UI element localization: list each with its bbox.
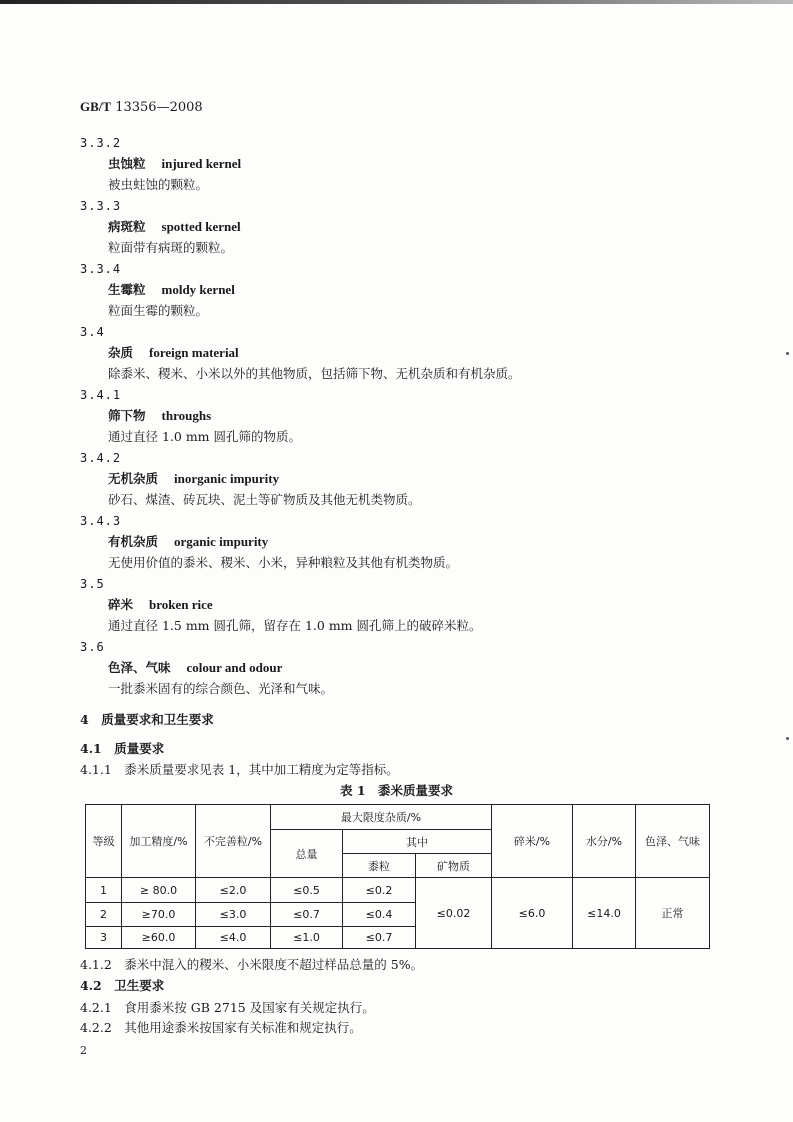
clause-4-1-1: 4.1.1 黍米质量要求见表 1，其中加工精度为定等指标。: [80, 762, 399, 777]
table-caption: 表 1 黍米质量要求: [339, 783, 454, 798]
term-definition: 粒面带有病斑的颗粒。: [108, 240, 234, 255]
term-zh: 有机杂质: [108, 534, 159, 549]
cell-grade: 1: [86, 878, 122, 903]
scan-speck: [786, 352, 789, 355]
term-definition: 一批黍米固有的综合颜色、光泽和气味。: [108, 681, 334, 696]
term-name: [108, 660, 282, 676]
term-en: throughs: [161, 408, 212, 423]
term-zh: 病斑粒: [108, 219, 146, 234]
th-colour: 色泽、气味: [636, 805, 710, 878]
term-definition: 被虫蛀蚀的颗粒。: [108, 177, 209, 192]
term-definition: 通过直径 1.5 mm 圆孔筛，留存在 1.0 mm 圆孔筛上的破碎米粒。: [108, 618, 482, 633]
th-impurity: 最大限度杂质/%: [271, 805, 492, 830]
th-precision: 加工精度/%: [122, 805, 196, 878]
cell-millet: ≤0.2: [343, 878, 416, 903]
cell-mineral: ≤0.02: [416, 878, 492, 949]
cell-total: ≤0.5: [271, 878, 343, 903]
quality-table: [85, 804, 710, 949]
cell-grade: 3: [86, 927, 122, 949]
cell-grade: 2: [86, 903, 122, 927]
term-name: [108, 471, 279, 487]
scan-edge: [0, 0, 793, 4]
term-name: [108, 597, 213, 613]
term-zh: 色泽、气味: [108, 660, 171, 675]
term-number: 3.4.2: [80, 451, 122, 465]
section-4-1-title: 4.1 质量要求: [80, 741, 165, 756]
term-definition: 除黍米、稷米、小米以外的其他物质，包括筛下物、无机杂质和有机杂质。: [108, 366, 521, 381]
term-zh: 碎米: [108, 597, 134, 612]
term-number: 3.3.4: [80, 262, 122, 276]
cell-moisture: ≤14.0: [573, 878, 636, 949]
cell-total: ≤0.7: [271, 903, 343, 927]
section-4-2-title: 4.2 卫生要求: [80, 978, 165, 993]
term-number: 3.3.2: [80, 136, 122, 150]
term-zh: 无机杂质: [108, 471, 159, 486]
th-moisture: 水分/%: [573, 805, 636, 878]
clause-4-1-2: 4.1.2 黍米中混入的稷米、小米限度不超过样品总量的 5%。: [80, 957, 424, 972]
cell-millet: ≤0.7: [343, 927, 416, 949]
term-zh: 杂质: [108, 345, 134, 360]
term-en: broken rice: [149, 597, 213, 612]
term-en: foreign material: [149, 345, 239, 360]
section-4-title: 4 质量要求和卫生要求: [80, 712, 214, 727]
clause-4-2-1: 4.2.1 食用黍米按 GB 2715 及国家有关规定执行。: [80, 1000, 375, 1015]
term-zh: 筛下物: [108, 408, 146, 423]
term-en: colour and odour: [186, 660, 283, 675]
th-grade: 等级: [86, 805, 122, 878]
cell-precision: ≥ 80.0: [122, 878, 196, 903]
cell-imperfect: ≤3.0: [196, 903, 271, 927]
cell-imperfect: ≤2.0: [196, 878, 271, 903]
cell-precision: ≥60.0: [122, 927, 196, 949]
term-number: 3.4.3: [80, 514, 122, 528]
term-definition: 无使用价值的黍米、稷米、小米，异种粮粒及其他有机类物质。: [108, 555, 459, 570]
cell-total: ≤1.0: [271, 927, 343, 949]
term-en: organic impurity: [174, 534, 269, 549]
term-number: 3.4: [80, 325, 105, 339]
cell-millet: ≤0.4: [343, 903, 416, 927]
th-mineral: 矿物质: [416, 854, 492, 878]
term-definition: 粒面生霉的颗粒。: [108, 303, 209, 318]
term-name: [108, 534, 268, 550]
term-number: 3.6: [80, 640, 105, 654]
cell-colour: 正常: [636, 878, 710, 949]
cell-imperfect: ≤4.0: [196, 927, 271, 949]
th-imperfect: 不完善粒/%: [196, 805, 271, 878]
cell-precision: ≥70.0: [122, 903, 196, 927]
term-number: 3.5: [80, 577, 105, 591]
clause-4-2-2: 4.2.2 其他用途黍米按国家有关标准和规定执行。: [80, 1020, 362, 1035]
term-zh: 虫蚀粒: [108, 156, 146, 171]
term-name: [108, 282, 235, 298]
term-name: [108, 156, 241, 172]
term-en: injured kernel: [161, 156, 242, 171]
term-name: [108, 219, 241, 235]
th-millet: 黍粒: [343, 854, 416, 878]
th-broken: 碎米/%: [492, 805, 573, 878]
table-row: [86, 878, 710, 903]
term-number: 3.4.1: [80, 388, 122, 402]
th-total: 总量: [271, 830, 343, 878]
term-en: spotted kernel: [161, 219, 241, 234]
standard-code: GB/T 13356—2008: [80, 99, 203, 115]
term-number: 3.3.3: [80, 199, 122, 213]
term-en: inorganic impurity: [174, 471, 280, 486]
th-among: 其中: [343, 830, 492, 854]
term-en: moldy kernel: [161, 282, 235, 297]
term-definition: 砂石、煤渣、砖瓦块、泥土等矿物质及其他无机类物质。: [108, 492, 421, 507]
cell-broken: ≤6.0: [492, 878, 573, 949]
page-number: 2: [80, 1044, 87, 1057]
scan-speck: [786, 737, 789, 740]
term-zh: 生霉粒: [108, 282, 146, 297]
term-name: [108, 408, 211, 424]
term-name: [108, 345, 239, 361]
term-definition: 通过直径 1.0 mm 圆孔筛的物质。: [108, 429, 302, 444]
